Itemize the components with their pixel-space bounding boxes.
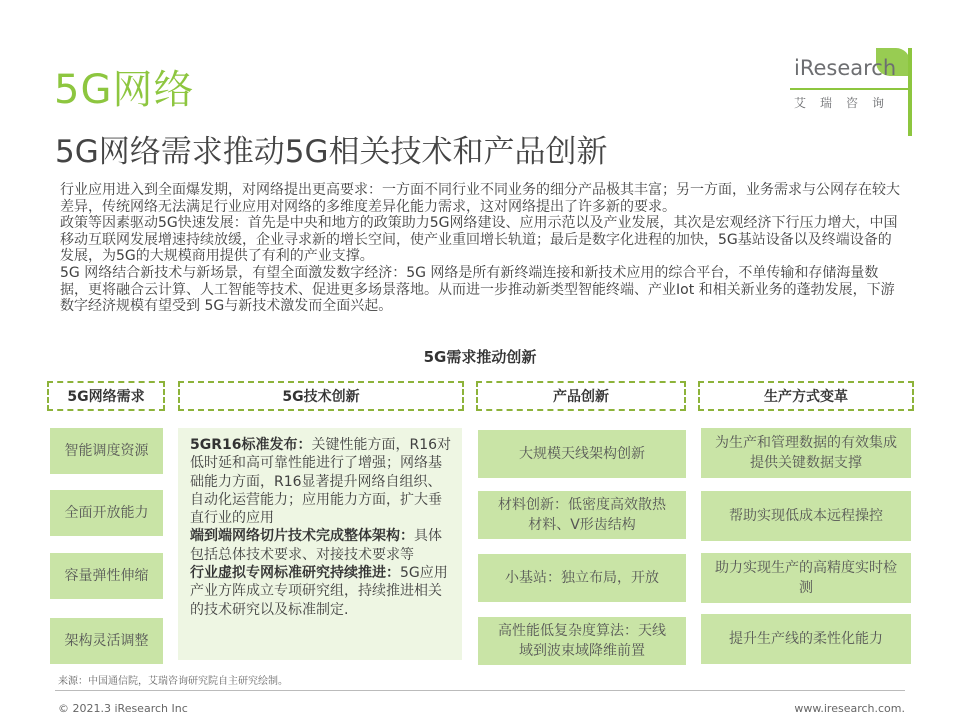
- production-item: 助力实现生产的高精度实时检测: [701, 553, 911, 603]
- logo-divider: [790, 88, 912, 90]
- tech-block-body: 关键性能方面，R16对低时延和高可靠性能进行了增强；网络基础能力方面，R16显著提升网络自组织、自动化运营能力；应用能力方面，扩大垂直行业的应用: [190, 437, 452, 527]
- demand-item: 全面开放能力: [50, 490, 163, 536]
- source-note: 来源：中国通信院，艾瑞咨询研究院自主研究绘制。: [58, 676, 288, 687]
- tech-block: [190, 527, 452, 564]
- tech-block-head: 行业虚拟专网标准研究持续推进：: [190, 565, 400, 582]
- tech-block: [190, 436, 452, 527]
- page-title: 5G网络: [54, 67, 195, 113]
- intro-paragraph: 5G 网络结合新技术与新场景，有望全面激发数字经济：5G 网络是所有新终端连接和新技术应用的综合平台，不单传输和存储海量数据，更将融合云计算、人工智能等技术、促进更多场景落地。从而进一步推动新类型智能终端、产业Iot 和相关新业务的蓬勃发展，下游数字经济规模有望受到 5G与新技术激发而全面兴起。: [60, 264, 895, 315]
- product-item: 材料创新：低密度高效散热材料、V形齿结构: [478, 491, 686, 539]
- tech-block-body: 具体包括总体技术要求、对接技术要求等: [190, 528, 442, 563]
- iresearch-logo: [790, 48, 912, 136]
- demand-item: 智能调度资源: [50, 428, 163, 474]
- logo-brand: iResearch: [794, 56, 897, 80]
- production-item: 帮助实现低成本远程操控: [701, 491, 911, 541]
- header-product: 产品创新: [476, 381, 686, 411]
- footer-website: www.iresearch.com.: [794, 702, 905, 715]
- tech-innovation-panel: [178, 428, 462, 660]
- demand-item: 架构灵活调整: [50, 618, 163, 664]
- tech-block: [190, 564, 452, 619]
- production-item: 提升生产线的柔性化能力: [701, 614, 911, 664]
- product-item: 小基站：独立布局，开放: [478, 554, 686, 602]
- header-demand: 5G网络需求: [47, 381, 165, 411]
- intro-text: [60, 182, 905, 315]
- tech-block-head: 端到端网络切片技术完成整体架构：: [190, 528, 414, 545]
- diagram-title: 5G需求推动创新: [423, 348, 537, 366]
- page-subtitle: 5G网络需求推动5G相关技术和产品创新: [55, 134, 608, 170]
- intro-paragraph: 行业应用进入到全面爆发期，对网络提出更高要求：一方面不同行业不同业务的细分产品极其丰富；另一方面，业务需求与公网存在较大差异，传统网络无法满足行业应用对网络的多维度差异化能力需求，这对网络提出了许多新的要求。: [60, 182, 900, 215]
- production-item: 为生产和管理数据的有效集成提供关键数据支撑: [701, 428, 911, 478]
- product-item: 高性能低复杂度算法：天线域到波束域降维前置: [478, 617, 686, 665]
- product-item: 大规模天线架构创新: [478, 430, 686, 478]
- footer-divider: [55, 690, 905, 691]
- tech-block-body: 5G应用产业方阵成立专项研究组，持续推进相关的技术研究以及标准制定.: [190, 565, 448, 618]
- header-production: 生产方式变革: [698, 381, 914, 411]
- footer-copyright: © 2021.3 iResearch Inc: [58, 702, 188, 715]
- tech-block-head: 5GR16标准发布：: [190, 437, 312, 453]
- intro-paragraph: 政策等因素驱动5G快速发展：首先是中央和地方的政策助力5G网络建设、应用示范以及产业发展，其次是宏观经济下行压力增大，中国移动互联网发展增速持续放缓，企业寻求新的增长空间，使产业重回增长轨道；最后是数字化进程的加快，5G基站设备以及终端设备的发展，为5G的大规模商用提供了有利的产业支撑。: [60, 215, 898, 265]
- logo-cn: 艾瑞咨询: [794, 96, 899, 110]
- demand-item: 容量弹性伸缩: [50, 553, 163, 599]
- header-tech: 5G技术创新: [178, 381, 464, 411]
